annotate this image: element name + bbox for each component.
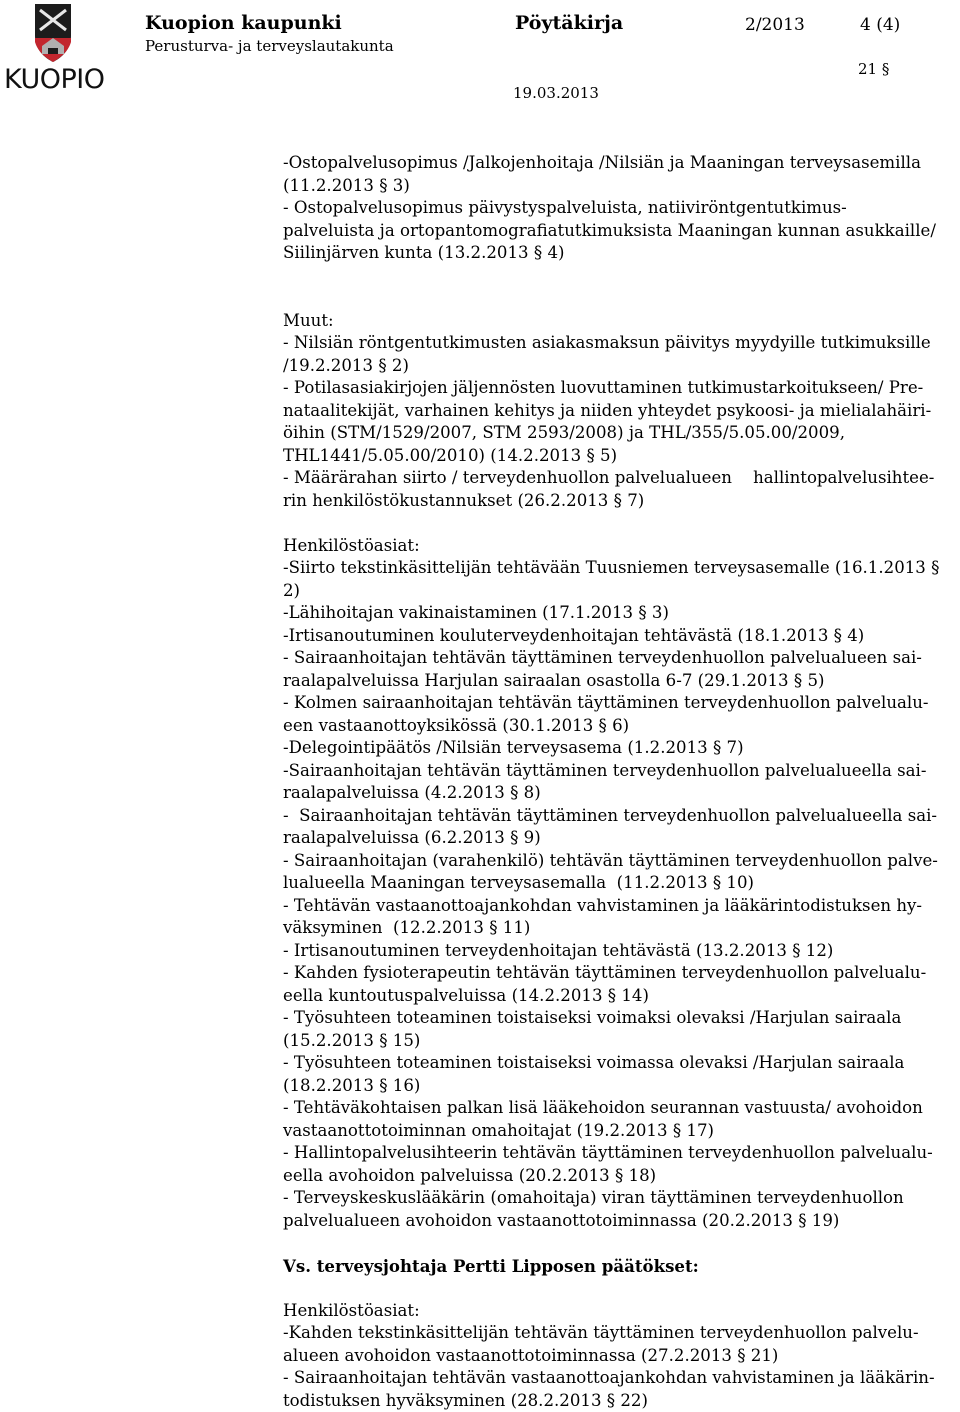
body-line: 2) [283, 580, 953, 603]
body-line: rin henkilöstökustannukset (26.2.2013 § 7) [283, 490, 953, 513]
body-line: - Irtisanoutuminen terveydenhoitajan tehtävästä (13.2.2013 § 12) [283, 940, 953, 963]
body-line: raalapalveluissa Harjulan sairaalan osastolla 6-7 (29.1.2013 § 5) [283, 670, 953, 693]
body-line: -Siirto tekstinkäsittelijän tehtävään Tuusniemen terveysasemalle (16.1.2013 § [283, 557, 953, 580]
body-line: todistuksen hyväksyminen (28.2.2013 § 22) [283, 1390, 953, 1412]
document-type: Pöytäkirja [515, 12, 623, 34]
body-line: -Delegointipäätös /Nilsiän terveysasema (1.2.2013 § 7) [283, 737, 953, 760]
page-info: 4 (4) [860, 15, 900, 35]
body-line: -Sairaanhoitajan tehtävän täyttäminen terveydenhuollon palvelualueella sai- [283, 760, 953, 783]
organization-name: Kuopion kaupunki [145, 12, 342, 34]
body-line: väksyminen (12.2.2013 § 11) [283, 917, 953, 940]
body-line: - Määrärahan siirto / terveydenhuollon palvelualueen hallintopalvelusihtee- [283, 467, 953, 490]
body-line: THL1441/5.05.00/2010) (14.2.2013 § 5) [283, 445, 953, 468]
body-line: - Hallintopalvelusihteerin tehtävän täyttäminen terveydenhuollon palvelualu- [283, 1142, 953, 1165]
body-line: alueen avohoidon vastaanottotoiminnassa (27.2.2013 § 21) [283, 1345, 953, 1368]
body-line: - Tehtäväkohtaisen palkan lisä lääkehoidon seurannan vastuusta/ avohoidon [283, 1097, 953, 1120]
section-number: 21 § [858, 60, 889, 78]
section-heading: Henkilöstöasiat: [283, 1300, 953, 1323]
body-line: - Sairaanhoitajan tehtävän täyttäminen terveydenhuollon palvelualueella sai- [283, 805, 953, 828]
body-line: - Työsuhteen toteaminen toistaiseksi voimaksi olevaksi /Harjulan sairaala [283, 1007, 953, 1030]
meeting-date: 19.03.2013 [513, 84, 599, 102]
body-line: -Ostopalvelusopimus /Jalkojenhoitaja /Nilsiän ja Maaningan terveysasemilla [283, 152, 953, 175]
logo-text: KUOPIO [4, 64, 104, 95]
body-line: - Sairaanhoitajan (varahenkilö) tehtävän täyttäminen terveydenhuollon palve- [283, 850, 953, 873]
body-line: - Nilsiän röntgentutkimusten asiakasmaksun päivitys myydyille tutkimuksille [283, 332, 953, 355]
body-line: palveluista ja ortopantomografiatutkimuksista Maaningan kunnan asukkaille/ [283, 220, 953, 243]
body-line: nataalitekijät, varhainen kehitys ja niiden yhteydet psykoosi- ja mielialahäiri- [283, 400, 953, 423]
body-line: - Terveyskeskuslääkärin (omahoitaja) viran täyttäminen terveydenhuollon [283, 1187, 953, 1210]
purchase-agreements-block [283, 152, 953, 265]
decisions-heading: Vs. terveysjohtaja Pertti Lipposen päätökset: [283, 1255, 953, 1278]
other-matters-block [283, 310, 953, 513]
body-line: - Ostopalvelusopimus päivystyspalveluista, natiiviröntgentutkimus- [283, 197, 953, 220]
body-line: - Kahden fysioterapeutin tehtävän täyttäminen terveydenhuollon palvelualu- [283, 962, 953, 985]
document-body [283, 152, 953, 1412]
section-heading: Muut: [283, 310, 953, 333]
body-line: - Tehtävän vastaanottoajankohdan vahvistaminen ja lääkärintodistuksen hy- [283, 895, 953, 918]
body-line: een vastaanottoyksikössä (30.1.2013 § 6) [283, 715, 953, 738]
body-line: eella kuntoutuspalveluissa (14.2.2013 § 14) [283, 985, 953, 1008]
body-line: lualueella Maaningan terveysasemalla (11.2.2013 § 10) [283, 872, 953, 895]
body-line: - Kolmen sairaanhoitajan tehtävän täyttäminen terveydenhuollon palvelualu- [283, 692, 953, 715]
body-line: - Potilasasiakirjojen jäljennösten luovuttaminen tutkimustarkoitukseen/ Pre- [283, 377, 953, 400]
board-name: Perusturva- ja terveyslautakunta [145, 37, 394, 55]
body-line: -Lähihoitajan vakinaistaminen (17.1.2013 § 3) [283, 602, 953, 625]
section-heading: Henkilöstöasiat: [283, 535, 953, 558]
body-line: Siilinjärven kunta (13.2.2013 § 4) [283, 242, 953, 265]
body-line: eella avohoidon palveluissa (20.2.2013 § 18) [283, 1165, 953, 1188]
body-line: /19.2.2013 § 2) [283, 355, 953, 378]
body-line: raalapalveluissa (6.2.2013 § 9) [283, 827, 953, 850]
body-line: - Sairaanhoitajan tehtävän vastaanottoajankohdan vahvistaminen ja lääkärin- [283, 1367, 953, 1390]
body-line: vastaanottotoiminnan omahoitajat (19.2.2013 § 17) [283, 1120, 953, 1143]
body-line: palvelualueen avohoidon vastaanottotoiminnassa (20.2.2013 § 19) [283, 1210, 953, 1233]
director-personnel-block [283, 1300, 953, 1412]
document-number: 2/2013 [745, 15, 805, 35]
body-line: - Sairaanhoitajan tehtävän täyttäminen terveydenhuollon palvelualueen sai- [283, 647, 953, 670]
body-line: (11.2.2013 § 3) [283, 175, 953, 198]
coat-of-arms-icon [4, 2, 104, 64]
body-line: raalapalveluissa (4.2.2013 § 8) [283, 782, 953, 805]
personnel-matters-block [283, 535, 953, 1233]
body-line: -Kahden tekstinkäsittelijän tehtävän täyttäminen terveydenhuollon palvelu- [283, 1322, 953, 1345]
body-line: - Työsuhteen toteaminen toistaiseksi voimassa olevaksi /Harjulan sairaala [283, 1052, 953, 1075]
body-line: (18.2.2013 § 16) [283, 1075, 953, 1098]
kuopio-logo [4, 2, 104, 94]
body-line: (15.2.2013 § 15) [283, 1030, 953, 1053]
body-line: -Irtisanoutuminen kouluterveydenhoitajan tehtävästä (18.1.2013 § 4) [283, 625, 953, 648]
body-line: öihin (STM/1529/2007, STM 2593/2008) ja THL/355/5.05.00/2009, [283, 422, 953, 445]
